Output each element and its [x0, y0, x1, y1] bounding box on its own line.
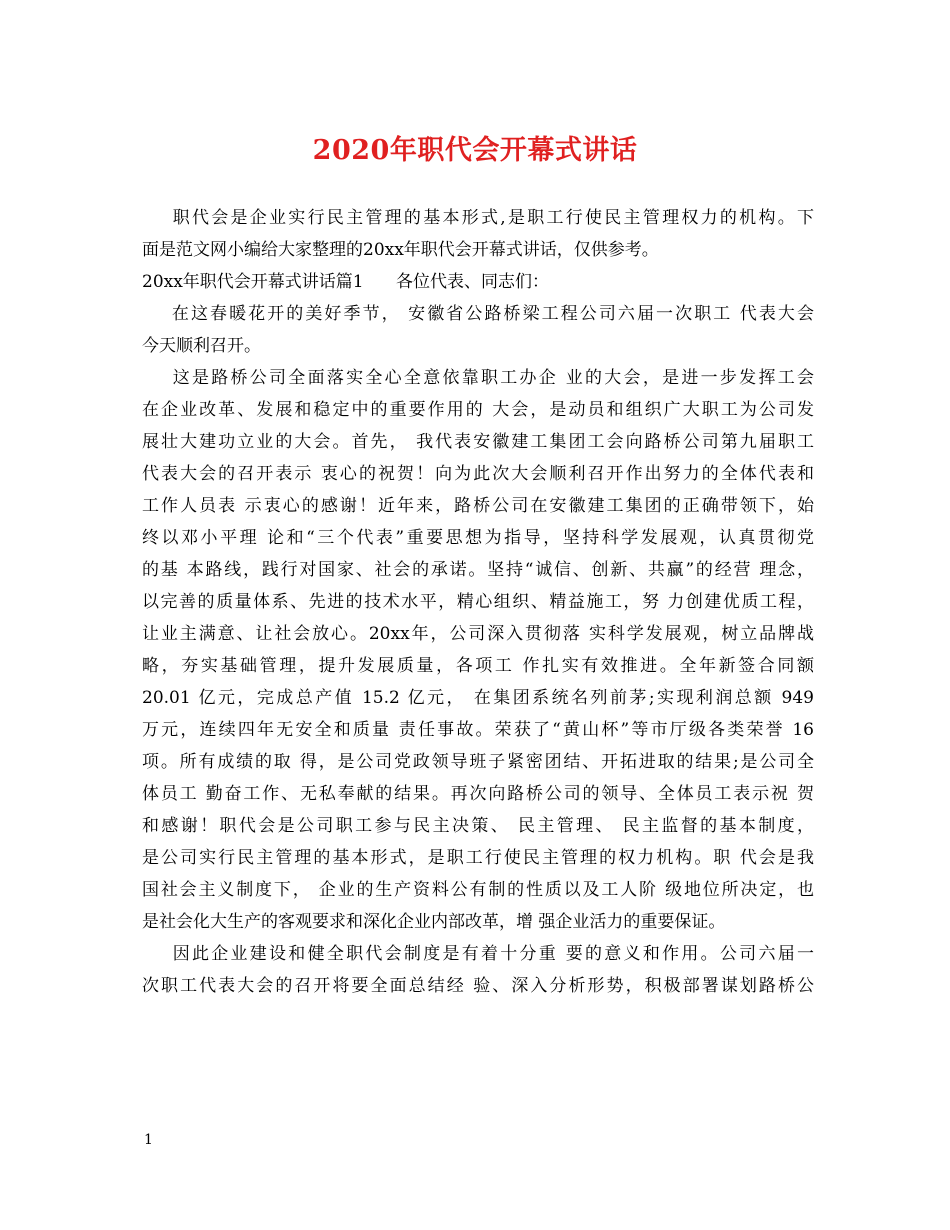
- body-line: 代表大会的召开表示 衷心的祝贺！向为此次大会顺利召开作出努力的全体代表和: [142, 464, 814, 484]
- body-line: 终以邓小平理 论和“三个代表”重要思想为指导，坚持科学发展观，认真贯彻党: [142, 528, 814, 548]
- body-line: 这是路桥公司全面落实全心全意依靠职工办企 业的大会，是进一步发挥工会: [142, 368, 814, 388]
- body-line: 20xx年职代会开幕式讲话篇1 各位代表、同志们：: [142, 272, 550, 292]
- document-title: 2020年职代会开幕式讲话: [312, 135, 638, 166]
- body-line: 万元，连续四年无安全和质量 责任事故。荣获了“黄山杯”等市厅级各类荣誉 16: [142, 720, 814, 740]
- body-line: 体员工 勤奋工作、无私奉献的结果。再次向路桥公司的领导、全体员工表示祝 贺: [142, 784, 814, 804]
- body-line: 略，夯实基础管理，提升发展质量，各项工 作扎实有效推进。全年新签合同额: [142, 656, 814, 676]
- body-line: 因此企业建设和健全职代会制度是有着十分重 要的意义和作用。公司六届一: [142, 944, 814, 964]
- body-line: 展壮大建功立业的大会。首先， 我代表安徽建工集团工会向路桥公司第九届职工: [142, 432, 814, 452]
- body-line: 和感谢！职代会是公司职工参与民主决策、 民主管理、 民主监督的基本制度，: [142, 816, 814, 836]
- body-line: 今天顺利召开。: [142, 336, 261, 356]
- body-line: 以完善的质量体系、先进的技术水平，精心组织、精益施工，努 力创建优质工程，: [142, 592, 814, 612]
- body-line: 项。所有成绩的取 得，是公司党政领导班子紧密团结、开拓进取的结果;是公司全: [142, 752, 814, 772]
- page-number: 1: [144, 1132, 153, 1148]
- body-line: 国社会主义制度下， 企业的生产资料公有制的性质以及工人阶 级地位所决定，也: [142, 880, 814, 900]
- body-line: 职代会是企业实行民主管理的基本形式,是职工行使民主管理权力的机构。下: [142, 208, 814, 228]
- body-line: 次职工代表大会的召开将要全面总结经 验、深入分析形势，积极部署谋划路桥公: [142, 976, 814, 996]
- body-line: 工作人员表 示衷心的感谢！近年来，路桥公司在安徽建工集团的正确带领下，始: [142, 496, 814, 516]
- body-line: 20.01 亿元，完成总产值 15.2 亿元， 在集团系统名列前茅;实现利润总额 949: [142, 688, 814, 708]
- document-body: [142, 202, 814, 1002]
- body-line: 是公司实行民主管理的基本形式，是职工行使民主管理的权力机构。职 代会是我: [142, 848, 814, 868]
- body-line: 在这春暖花开的美好季节， 安徽省公路桥梁工程公司六届一次职工 代表大会: [142, 304, 814, 324]
- body-line: 在企业改革、发展和稳定中的重要作用的 大会，是动员和组织广大职工为公司发: [142, 400, 814, 420]
- body-line: 的基 本路线，践行对国家、社会的承诺。坚持“诚信、创新、共赢”的经营 理念，: [142, 560, 814, 580]
- body-line: 是社会化大生产的客观要求和深化企业内部改革，增 强企业活力的重要保证。: [142, 912, 726, 932]
- body-line: 面是范文网小编给大家整理的20xx年职代会开幕式讲话，仅供参考。: [142, 240, 659, 260]
- body-line: 让业主满意、让社会放心。20xx年，公司深入贯彻落 实科学发展观，树立品牌战: [142, 624, 814, 644]
